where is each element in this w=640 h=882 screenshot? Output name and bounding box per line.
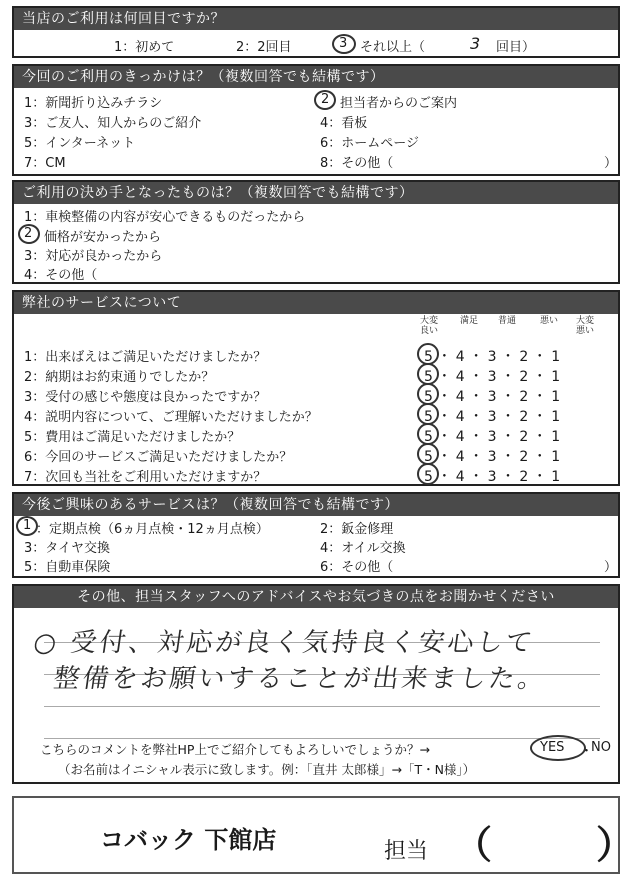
rating-row[interactable]: 5 ・ 4 ・ 3 ・ 2 ・ 1 (424, 429, 561, 445)
reason-item-num[interactable]: 2 (321, 92, 330, 107)
reason-title: 今回のご利用のきっかけは？（複数回答でも結構です） (14, 66, 618, 88)
decision-item[interactable]: 3：対応が良かったから (24, 249, 163, 264)
visit-count-section (12, 6, 620, 58)
reason-section (12, 64, 620, 176)
service-question: 5：費用はご満足いただけましたか？ (24, 430, 241, 445)
staff-open-paren: （ (454, 823, 493, 867)
interest-title: 今後ご興味のあるサービスは？（複数回答でも結構です） (14, 494, 618, 516)
interest-item[interactable]: ：定期点検（6ヵ月点検・12ヵ月点検） (36, 522, 269, 537)
interest-item[interactable]: 6：その他（ (320, 560, 394, 575)
staff-close-paren: ） (596, 823, 635, 867)
scale-label: 大変 良い (419, 316, 438, 336)
option-first[interactable]: 1：初めて (114, 40, 175, 55)
decision-item[interactable]: 1：車検整備の内容が安心できるものだったから (24, 210, 306, 225)
consent-note: （お名前はイニシャル表示に致します。例：「直井 太郎様」→「T・N様」） (58, 762, 476, 777)
consent-no[interactable]: NO (591, 740, 611, 755)
visit-count-unit: 回目） (496, 40, 536, 55)
comment-title: その他、担当スタッフへのアドバイスやお気づきの点をお聞かせください (14, 586, 618, 608)
service-question: 2：納期はお約束通りでしたか？ (24, 370, 215, 385)
close-paren: ） (604, 156, 618, 171)
rating-circle (417, 343, 439, 365)
reason-item[interactable]: 5：インターネット (24, 136, 136, 151)
scale-label: 普通 (497, 316, 516, 326)
rating-circle (417, 363, 439, 385)
interest-item[interactable]: 4：オイル交換 (320, 541, 406, 556)
reason-item[interactable]: 担当者からのご案内 (340, 96, 458, 111)
shop-footer (12, 796, 635, 874)
interest-item[interactable]: 2：鈑金修理 (320, 522, 394, 537)
service-section (12, 290, 620, 486)
scale-label: 悪い (539, 316, 558, 326)
service-title: 弊社のサービスについて (14, 292, 618, 314)
writing-line (44, 706, 600, 707)
reason-item[interactable]: 4：看板 (320, 116, 368, 131)
decision-title: ご利用の決め手となったものは？（複数回答でも結構です） (14, 182, 618, 204)
rating-row[interactable]: 5 ・ 4 ・ 3 ・ 2 ・ 1 (424, 469, 561, 485)
consent-separator: ・ (580, 744, 594, 759)
close-paren: ） (604, 560, 618, 575)
shop-name: コバック 下館店 (100, 826, 277, 854)
service-question: 6：今回のサービスご満足いただけましたか？ (24, 450, 293, 465)
handwritten-comment-line2: 整備をお願いすることが出来ました。 (51, 664, 549, 694)
scale-label: 満足 (459, 316, 478, 326)
interest-section (12, 492, 620, 578)
option-more-num[interactable]: 3 (339, 36, 348, 51)
reason-item[interactable]: 8：その他（ (320, 156, 394, 171)
consent-question: こちらのコメントを弊社HP上でご紹介してもよろしいでしょうか？→ (40, 742, 430, 757)
consent-yes[interactable]: YES (540, 740, 565, 755)
service-question: 4：説明内容について、ご理解いただけましたか？ (24, 410, 318, 425)
rating-row[interactable]: 5 ・ 4 ・ 3 ・ 2 ・ 1 (424, 389, 561, 405)
rating-circle (417, 423, 439, 445)
decision-section (12, 180, 620, 284)
rating-row[interactable]: 5 ・ 4 ・ 3 ・ 2 ・ 1 (424, 369, 561, 385)
rating-row[interactable]: 5 ・ 4 ・ 3 ・ 2 ・ 1 (424, 409, 561, 425)
service-question: 1：出来ばえはご満足いただけましたか？ (24, 350, 267, 365)
reason-item[interactable]: 3：ご友人、知人からのご紹介 (24, 116, 202, 131)
visit-count-value: 3 (470, 34, 481, 53)
writing-line (44, 738, 600, 739)
handwritten-comment-line1: ○ 受付、対応が良く気持良く安心して (31, 628, 537, 658)
interest-item[interactable]: 5：自動車保険 (24, 560, 111, 575)
rating-circle (417, 403, 439, 425)
rating-circle (417, 463, 439, 485)
staff-label: 担当 (384, 839, 429, 864)
option-second[interactable]: 2：2回目 (236, 40, 292, 55)
decision-item[interactable]: 価格が安かったから (44, 230, 162, 245)
option-more[interactable]: それ以上（ (360, 40, 426, 55)
rating-row[interactable]: 5 ・ 4 ・ 3 ・ 2 ・ 1 (424, 349, 561, 365)
rating-circle (417, 443, 439, 465)
rating-row[interactable]: 5 ・ 4 ・ 3 ・ 2 ・ 1 (424, 449, 561, 465)
comment-section (12, 584, 620, 784)
service-question: 7：次回も当社をご利用いただけますか？ (24, 470, 267, 485)
rating-circle (417, 383, 439, 405)
interest-item-num[interactable]: 1 (23, 518, 32, 533)
visit-count-title: 当店のご利用は何回目ですか？ (14, 8, 618, 30)
decision-item-num[interactable]: 2 (24, 226, 33, 241)
reason-item[interactable]: 6：ホームページ (320, 136, 420, 151)
reason-item[interactable]: 1：新聞折り込みチラシ (24, 96, 163, 111)
decision-item[interactable]: 4：その他（ (24, 268, 98, 283)
reason-item[interactable]: 7：CM (24, 156, 66, 171)
interest-item[interactable]: 3：タイヤ交換 (24, 541, 111, 556)
scale-label: 大変 悪い (575, 316, 594, 336)
service-question: 3：受付の感じや態度は良かったですか？ (24, 390, 267, 405)
